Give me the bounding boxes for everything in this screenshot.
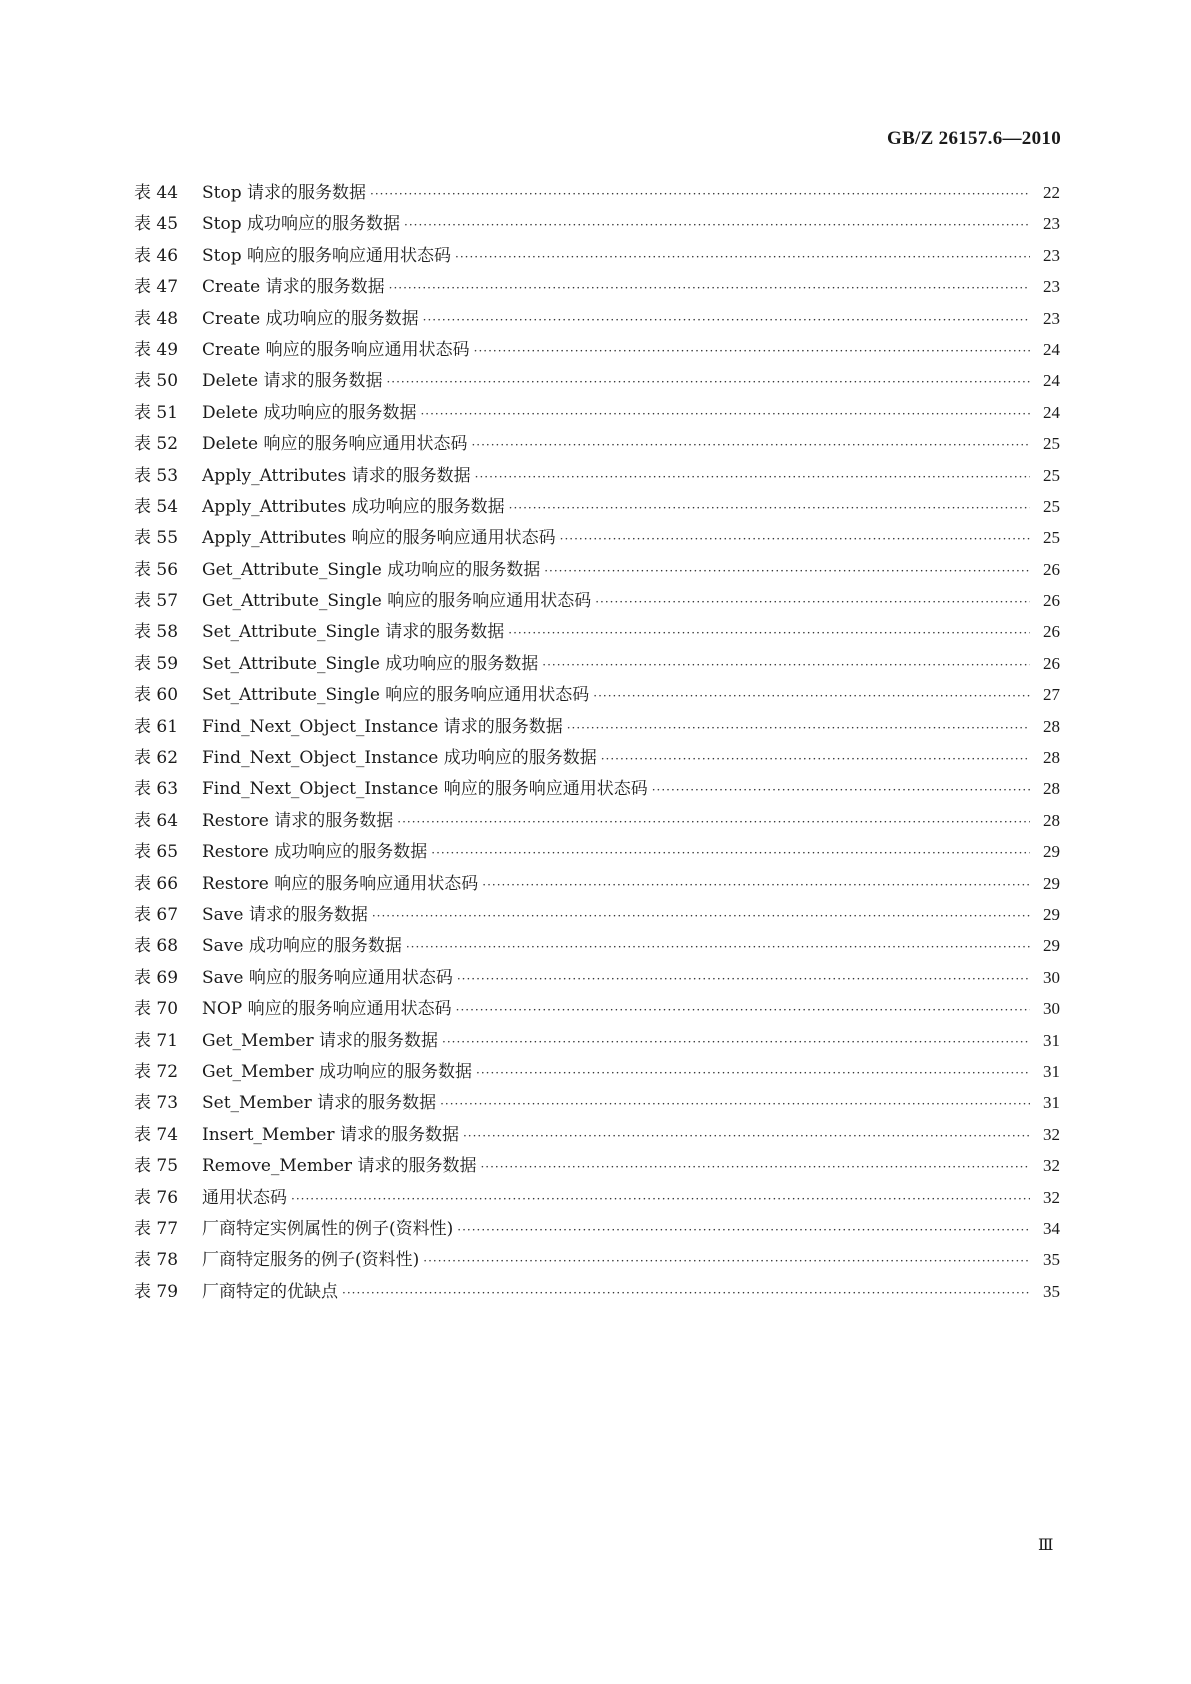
toc-page-number: 25 xyxy=(1043,465,1060,485)
toc-entry[interactable] xyxy=(134,712,1060,743)
toc-page-number: 28 xyxy=(1043,810,1060,830)
toc-title: NOP 响应的服务响应通用状态码 xyxy=(202,999,452,1020)
toc-entry[interactable] xyxy=(134,1026,1060,1057)
toc-page-number: 26 xyxy=(1043,653,1060,673)
toc-page-number: 30 xyxy=(1043,999,1060,1019)
toc-entry[interactable] xyxy=(134,178,1060,209)
toc-page-number: 30 xyxy=(1043,967,1060,987)
toc-page-number: 27 xyxy=(1043,685,1060,705)
toc-entry[interactable] xyxy=(134,1214,1060,1245)
dot-leader xyxy=(482,878,1030,892)
toc-title: Save 请求的服务数据 xyxy=(202,904,368,925)
toc-page-number: 29 xyxy=(1043,904,1060,924)
toc-entry[interactable] xyxy=(134,774,1060,805)
dot-leader xyxy=(455,250,1030,264)
dot-leader xyxy=(542,658,1030,672)
toc-entry[interactable] xyxy=(134,649,1060,680)
dot-leader xyxy=(370,187,1030,201)
toc-page-number: 25 xyxy=(1043,528,1060,548)
toc-entry[interactable] xyxy=(134,1183,1060,1214)
toc-table-number: 表 59 xyxy=(134,653,179,674)
dot-leader xyxy=(372,909,1030,923)
toc-table-number: 表 75 xyxy=(134,1156,179,1177)
toc-table-number: 表 70 xyxy=(134,999,179,1020)
toc-entry[interactable] xyxy=(134,241,1060,272)
dot-leader xyxy=(480,1160,1030,1174)
toc-table-number: 表 72 xyxy=(134,1061,179,1082)
toc-page-number: 35 xyxy=(1043,1281,1060,1301)
toc-table-number: 表 64 xyxy=(134,810,179,831)
toc-table-number: 表 56 xyxy=(134,559,179,580)
toc-title: Get_Attribute_Single 响应的服务响应通用状态码 xyxy=(202,591,592,612)
toc-entry[interactable] xyxy=(134,429,1060,460)
toc-title: Delete 请求的服务数据 xyxy=(202,371,383,392)
toc-entry[interactable] xyxy=(134,743,1060,774)
toc-page-number: 34 xyxy=(1043,1218,1060,1238)
toc-page-number: 23 xyxy=(1043,245,1060,265)
dot-leader xyxy=(406,940,1030,954)
toc-title: Create 响应的服务响应通用状态码 xyxy=(202,339,470,360)
dot-leader xyxy=(508,626,1030,640)
toc-page-number: 32 xyxy=(1043,1124,1060,1144)
toc-title: Save 响应的服务响应通用状态码 xyxy=(202,967,453,988)
toc-title: 厂商特定服务的例子(资料性) xyxy=(202,1250,420,1271)
toc-entry[interactable] xyxy=(134,272,1060,303)
toc-title: Apply_Attributes 响应的服务响应通用状态码 xyxy=(202,528,556,549)
toc-table-number: 表 76 xyxy=(134,1187,179,1208)
toc-entry[interactable] xyxy=(134,523,1060,554)
toc-entry[interactable] xyxy=(134,1088,1060,1119)
toc-entry[interactable] xyxy=(134,555,1060,586)
toc-title: Find_Next_Object_Instance 请求的服务数据 xyxy=(202,716,563,737)
toc-title: Set_Attribute_Single 请求的服务数据 xyxy=(202,622,505,643)
dot-leader xyxy=(440,1097,1030,1111)
toc-title: Delete 成功响应的服务数据 xyxy=(202,402,417,423)
toc-page-number: 29 xyxy=(1043,842,1060,862)
toc-page-number: 22 xyxy=(1043,183,1060,202)
toc-entry[interactable] xyxy=(134,617,1060,648)
toc-title: Set_Attribute_Single 成功响应的服务数据 xyxy=(202,653,539,674)
toc-table-number: 表 45 xyxy=(134,214,179,235)
toc-page-number: 26 xyxy=(1043,591,1060,611)
toc-entry[interactable] xyxy=(134,680,1060,711)
toc-page-number: 23 xyxy=(1043,214,1060,234)
toc-entry[interactable] xyxy=(134,586,1060,617)
toc-page-number: 24 xyxy=(1043,339,1060,359)
toc-table-number: 表 68 xyxy=(134,936,179,957)
dot-leader xyxy=(423,313,1030,327)
toc-entry[interactable] xyxy=(134,837,1060,868)
toc-table-number: 表 69 xyxy=(134,967,179,988)
dot-leader xyxy=(601,752,1030,766)
toc-table-number: 表 44 xyxy=(134,183,179,203)
toc-title: Save 成功响应的服务数据 xyxy=(202,936,402,957)
toc-title: Restore 响应的服务响应通用状态码 xyxy=(202,873,479,894)
toc-table-number: 表 50 xyxy=(134,371,179,392)
toc-title: Delete 响应的服务响应通用状态码 xyxy=(202,434,468,455)
dot-leader xyxy=(386,375,1030,389)
toc-title: Create 请求的服务数据 xyxy=(202,277,385,298)
dot-leader xyxy=(342,1286,1030,1300)
toc-entry[interactable] xyxy=(134,209,1060,240)
toc-page-number: 29 xyxy=(1043,873,1060,893)
toc-table-number: 表 52 xyxy=(134,434,179,455)
dot-leader xyxy=(560,532,1030,546)
toc-page-number: 25 xyxy=(1043,434,1060,454)
toc-entry[interactable] xyxy=(134,931,1060,962)
dot-leader xyxy=(463,1129,1030,1143)
dot-leader xyxy=(291,1192,1030,1206)
toc-title: Find_Next_Object_Instance 响应的服务响应通用状态码 xyxy=(202,779,648,800)
toc-page-number: 35 xyxy=(1043,1250,1060,1270)
toc-title: Stop 请求的服务数据 xyxy=(202,183,366,203)
toc-entry[interactable] xyxy=(134,806,1060,837)
toc-table-number: 表 65 xyxy=(134,842,179,863)
toc-entry[interactable] xyxy=(134,335,1060,366)
toc-page-number: 24 xyxy=(1043,371,1060,391)
dot-leader xyxy=(475,470,1030,484)
dot-leader xyxy=(476,1066,1030,1080)
dot-leader xyxy=(474,344,1030,358)
toc-page-number: 28 xyxy=(1043,779,1060,799)
toc-title: Set_Member 请求的服务数据 xyxy=(202,1093,437,1114)
page-number: Ⅲ xyxy=(1038,1537,1054,1554)
toc-table-number: 表 54 xyxy=(134,496,179,517)
toc-table-number: 表 79 xyxy=(134,1281,179,1302)
toc-table-number: 表 57 xyxy=(134,591,179,612)
toc-title: Set_Attribute_Single 响应的服务响应通用状态码 xyxy=(202,685,590,706)
toc-table-number: 表 53 xyxy=(134,465,179,486)
toc-title: Stop 成功响应的服务数据 xyxy=(202,214,400,235)
toc-entry[interactable] xyxy=(134,994,1060,1025)
toc-entry[interactable] xyxy=(134,366,1060,397)
dot-leader xyxy=(509,501,1030,515)
toc-table-number: 表 48 xyxy=(134,308,179,329)
dot-leader xyxy=(457,1223,1030,1237)
toc-title: Get_Member 成功响应的服务数据 xyxy=(202,1061,473,1082)
toc-table-number: 表 60 xyxy=(134,685,179,706)
toc-table-number: 表 67 xyxy=(134,904,179,925)
toc-table-number: 表 63 xyxy=(134,779,179,800)
dot-leader xyxy=(595,595,1030,609)
toc-entry[interactable] xyxy=(134,398,1060,429)
toc-entry[interactable] xyxy=(134,869,1060,900)
toc-page-number: 25 xyxy=(1043,496,1060,516)
toc-entry[interactable] xyxy=(134,461,1060,492)
toc-title: 通用状态码 xyxy=(202,1187,287,1208)
toc-title: Find_Next_Object_Instance 成功响应的服务数据 xyxy=(202,748,597,769)
toc-table-number: 表 73 xyxy=(134,1093,179,1114)
toc-page-number: 32 xyxy=(1043,1187,1060,1207)
toc-table-number: 表 77 xyxy=(134,1218,179,1239)
toc-title: Apply_Attributes 成功响应的服务数据 xyxy=(202,496,505,517)
toc-title: Apply_Attributes 请求的服务数据 xyxy=(202,465,471,486)
dot-leader xyxy=(544,564,1030,578)
toc-entry[interactable] xyxy=(134,304,1060,335)
toc-title: Stop 响应的服务响应通用状态码 xyxy=(202,245,451,266)
toc-table-number: 表 74 xyxy=(134,1124,179,1145)
toc-title: 厂商特定实例属性的例子(资料性) xyxy=(202,1218,454,1239)
toc-table-number: 表 51 xyxy=(134,402,179,423)
dot-leader xyxy=(431,846,1030,860)
toc-title: Create 成功响应的服务数据 xyxy=(202,308,419,329)
dot-leader xyxy=(420,407,1030,421)
toc-entry[interactable] xyxy=(134,900,1060,931)
toc-title: 厂商特定的优缺点 xyxy=(202,1281,338,1302)
toc-title: Restore 成功响应的服务数据 xyxy=(202,842,428,863)
dot-leader xyxy=(652,783,1030,797)
dot-leader xyxy=(456,1003,1030,1017)
toc-entry[interactable] xyxy=(134,963,1060,994)
toc-table-number: 表 55 xyxy=(134,528,179,549)
toc-table-number: 表 46 xyxy=(134,245,179,266)
dot-leader xyxy=(567,721,1030,735)
toc-table-number: 表 62 xyxy=(134,748,179,769)
toc-page-number: 24 xyxy=(1043,402,1060,422)
toc-entry[interactable] xyxy=(134,1245,1060,1276)
toc-table-number: 表 49 xyxy=(134,339,179,360)
dot-leader xyxy=(404,218,1030,232)
toc-table-number: 表 61 xyxy=(134,716,179,737)
toc-entry[interactable] xyxy=(134,1277,1060,1308)
toc-page-number: 32 xyxy=(1043,1156,1060,1176)
toc-page-number: 31 xyxy=(1043,1061,1060,1081)
dot-leader xyxy=(389,281,1030,295)
toc-table-number: 表 78 xyxy=(134,1250,179,1271)
toc-title: Remove_Member 请求的服务数据 xyxy=(202,1156,477,1177)
toc-title: Insert_Member 请求的服务数据 xyxy=(202,1124,459,1145)
toc-title: Get_Attribute_Single 成功响应的服务数据 xyxy=(202,559,541,580)
toc-page-number: 23 xyxy=(1043,277,1060,297)
toc-page-number: 29 xyxy=(1043,936,1060,956)
dot-leader xyxy=(593,689,1030,703)
toc-page-number: 31 xyxy=(1043,1093,1060,1113)
dot-leader xyxy=(471,438,1030,452)
toc-title: Restore 请求的服务数据 xyxy=(202,810,394,831)
toc-entry[interactable] xyxy=(134,492,1060,523)
toc-table-number: 表 71 xyxy=(134,1030,179,1051)
toc-table-number: 表 58 xyxy=(134,622,179,643)
toc-page-number: 26 xyxy=(1043,622,1060,642)
toc-page-number: 28 xyxy=(1043,716,1060,736)
toc-page-number: 28 xyxy=(1043,748,1060,768)
toc-page-number: 26 xyxy=(1043,559,1060,579)
toc-table-number: 表 47 xyxy=(134,277,179,298)
standard-code-header: GB/Z 26157.6—2010 xyxy=(886,128,1061,149)
table-of-contents xyxy=(134,178,1060,1308)
toc-entry[interactable] xyxy=(134,1120,1060,1151)
dot-leader xyxy=(423,1254,1030,1268)
toc-table-number: 表 66 xyxy=(134,873,179,894)
toc-page-number: 23 xyxy=(1043,308,1060,328)
dot-leader xyxy=(442,1035,1030,1049)
dot-leader xyxy=(397,815,1030,829)
dot-leader xyxy=(457,972,1030,986)
toc-page-number: 31 xyxy=(1043,1030,1060,1050)
toc-entry[interactable] xyxy=(134,1151,1060,1182)
toc-entry[interactable] xyxy=(134,1057,1060,1088)
toc-title: Get_Member 请求的服务数据 xyxy=(202,1030,439,1051)
